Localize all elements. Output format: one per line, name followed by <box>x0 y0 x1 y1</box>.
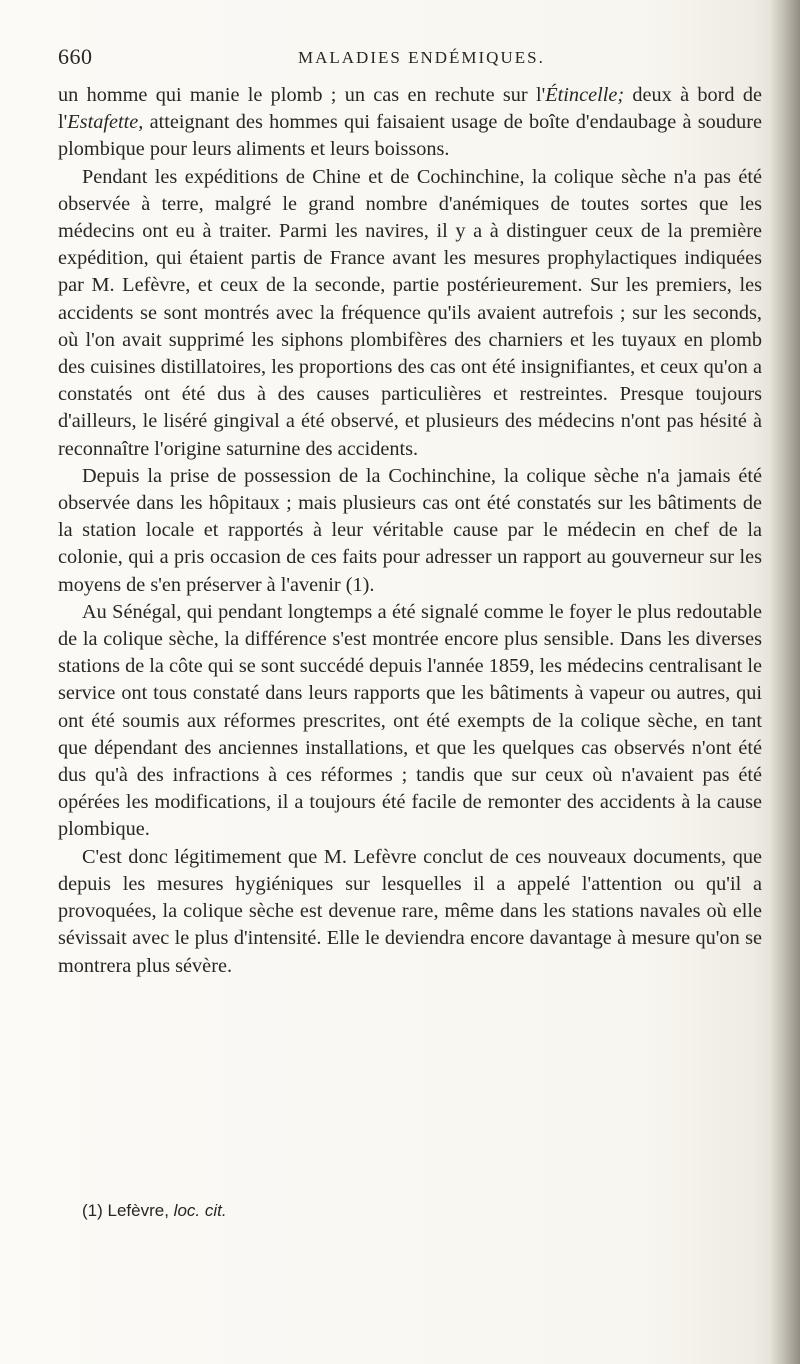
page-number: 660 <box>58 44 93 69</box>
footnote-marker: (1) Lefèvre, <box>82 1201 169 1220</box>
paragraph: C'est donc légitimement que M. Lefèvre conclut de ces nouveaux documents, que depuis les mesures hygiéniques sur lesquelles il a appelé l'attention ou qu'il a provoquées, la colique sèche est devenue rare, même dans les stations navales où elle sévissait avec le plus d'intensité. Elle le deviendra encore davantage à mesure qu'on se montrera plus sévère. <box>58 845 762 977</box>
paragraph: Pendant les expéditions de Chine et de Cochinchine, la colique sèche n'a pas été observée à terre, malgré le grand nombre d'anémiques de toutes sortes que les médecins ont eu à traiter. Parmi les navires, il y a à distinguer ceux de la première expédition, qui étaient partis de France avant les mesures prophylactiques indiquées par M. Lefèvre, et ceux de la seconde, partie postérieurement. Sur les premiers, les accidents se sont montrés avec la fréquence qu'ils avaient autrefois ; sur les seconds, où l'on avait supprimé les siphons plombifères des charniers et les tuyaux en plomb des cuisines distillatoires, les proportions des cas ont été insignifiantes, et ceux qu'on a constatés ont été dus à des causes particulières et restreintes. Presque toujours d'ailleurs, le liséré gingival a été observé, et plusieurs des médecins n'ont pas hésité à reconnaître l'origine saturnine des accidents. <box>58 165 762 460</box>
paragraph: un homme qui manie le plomb ; un cas en rechute sur l'Étincelle; deux à bord de l'Estafette, atteignant des hommes qui faisaient usage de boîte d'endaubage à soudure plombique pour leurs aliments et leurs boissons. <box>58 84 763 161</box>
page-header <box>58 44 758 74</box>
paragraph: Au Sénégal, qui pendant longtemps a été signalé comme le foyer le plus redoutable de la colique sèche, la différence s'est montrée encore plus sensible. Dans les diverses stations de la côte qui se sont succédé depuis l'année 1859, les médecins centralisant le service ont tous constaté dans leurs rapports que les bâtiments à vapeur ou autres, qui ont été soumis aux réformes prescrites, ont été exempts de la colique sèche, en tant que dépendant des anciennes installations, et que les quelques cas observés n'ont été dus qu'à des infractions à ces réformes ; tandis que sur ceux où n'avaient pas été opérées les modifications, il a toujours été facile de remonter des accidents à la cause plombique. <box>58 600 762 841</box>
footnote <box>82 1201 227 1221</box>
body-text <box>58 82 762 980</box>
running-title: MALADIES ENDÉMIQUES. <box>298 48 545 67</box>
ship-name: Étincelle; <box>545 84 625 106</box>
paragraph: Depuis la prise de possession de la Cochinchine, la colique sèche n'a jamais été observée dans les hôpitaux ; mais plusieurs cas ont été constatés sur les bâtiments de la station locale et rapportés à leur véritable cause par le médecin en chef de la colonie, qui a pris occasion de ces faits pour adresser un rapport au gouverneur sur les moyens de s'en préserver à l'avenir (1). <box>58 464 762 596</box>
ship-name: Estafette, <box>67 111 144 134</box>
footnote-reference: loc. cit. <box>173 1201 227 1220</box>
page-edge-shadow <box>770 0 800 1364</box>
